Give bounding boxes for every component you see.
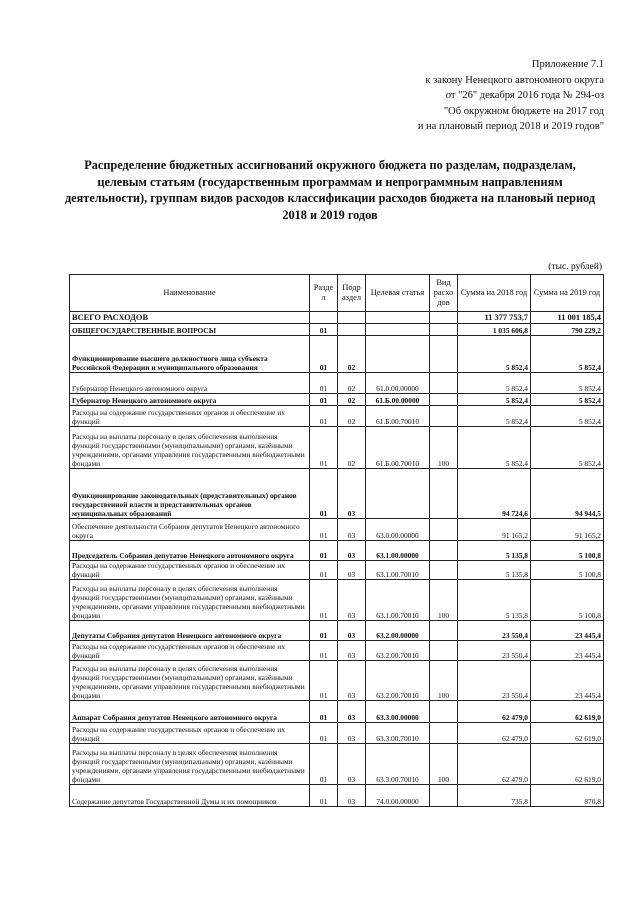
row-target-article: 63.2.00.00000 xyxy=(366,621,430,641)
row-target-article: 61.Б.00.00000 xyxy=(366,394,430,406)
table-row xyxy=(70,701,604,723)
row-expense-type xyxy=(430,641,458,661)
row-section: 01 xyxy=(310,519,338,541)
table-row xyxy=(70,469,604,519)
row-sum-2018: 1 035 606,8 xyxy=(458,324,531,336)
table-row xyxy=(70,394,604,406)
row-name: Губернатор Ненецкого автономного округа xyxy=(70,373,310,394)
row-section: 01 xyxy=(310,394,338,406)
row-target-article: 63.1.00.70010 xyxy=(366,561,430,580)
table-row xyxy=(70,373,604,394)
table-row xyxy=(70,661,604,701)
row-target-article xyxy=(366,336,430,373)
row-sum-2019: 5 100,8 xyxy=(531,541,604,561)
row-sum-2018: 94 724,6 xyxy=(458,469,531,519)
row-subsection xyxy=(338,324,366,336)
row-sum-2019: 62 619,0 xyxy=(531,723,604,744)
row-name: Расходы на содержание государственных органов и обеспечение их функций xyxy=(70,723,310,744)
row-section: 01 xyxy=(310,785,338,807)
row-expense-type xyxy=(430,785,458,807)
header-line-5: и на плановый период 2018 и 2019 годов" xyxy=(417,121,604,133)
row-sum-2019: 790 229,2 xyxy=(531,324,604,336)
col-header-section: Разде л xyxy=(310,275,338,312)
row-section: 01 xyxy=(310,621,338,641)
row-sum-2018: 62 479,0 xyxy=(458,744,531,785)
appendix-header xyxy=(418,57,604,135)
row-expense-type xyxy=(430,701,458,723)
row-section: 01 xyxy=(310,723,338,744)
row-subsection: 03 xyxy=(338,785,366,807)
row-sum-2018: 62 479,0 xyxy=(458,723,531,744)
table-row xyxy=(70,541,604,561)
col-header-expense-type: Вид расхо дов xyxy=(430,275,458,312)
row-name: Обеспечение деятельности Собрания депутатов Ненецкого автономного округа xyxy=(70,519,310,541)
row-expense-type xyxy=(430,469,458,519)
header-line-4: "Об окружном бюджете на 2017 год xyxy=(443,105,604,117)
row-sum-2019: 62 619,0 xyxy=(531,744,604,785)
row-expense-type: 100 xyxy=(430,580,458,621)
row-section: 01 xyxy=(310,561,338,580)
row-target-article: 61.Б.00.70010 xyxy=(366,427,430,469)
row-expense-type: 100 xyxy=(430,427,458,469)
row-expense-type xyxy=(430,541,458,561)
row-section: 01 xyxy=(310,744,338,785)
row-target-article: 63.2.00.70010 xyxy=(366,641,430,661)
row-subsection: 03 xyxy=(338,469,366,519)
row-name: Аппарат Собрания депутатов Ненецкого автономного округа xyxy=(70,701,310,723)
row-sum-2019: 5 852,4 xyxy=(531,427,604,469)
table-header-row xyxy=(70,275,604,312)
row-subsection: 02 xyxy=(338,373,366,394)
row-subsection: 03 xyxy=(338,580,366,621)
row-section: 01 xyxy=(310,427,338,469)
table-row xyxy=(70,785,604,807)
row-expense-type xyxy=(430,406,458,427)
row-name: Содержание депутатов Государственной Думы и их помощников xyxy=(70,785,310,807)
row-sum-2018: 62 479,0 xyxy=(458,701,531,723)
row-target-article: 63.2.00.70010 xyxy=(366,661,430,701)
table-row xyxy=(70,427,604,469)
table-row xyxy=(70,580,604,621)
row-expense-type xyxy=(430,394,458,406)
row-name: Расходы на выплаты персоналу в целях обеспечения выполнения функций государственными (муниципальными) органами, казёнными учреждениями, органами управления государственными внебюджетными фондами xyxy=(70,427,310,469)
row-sum-2018: 5 852,4 xyxy=(458,373,531,394)
row-subsection: 03 xyxy=(338,701,366,723)
row-section: 01 xyxy=(310,469,338,519)
row-subsection: 03 xyxy=(338,744,366,785)
col-header-name: Наименование xyxy=(70,275,310,312)
row-subsection: 03 xyxy=(338,661,366,701)
row-target-article: 74.0.00.00000 xyxy=(366,785,430,807)
row-target-article xyxy=(366,324,430,336)
row-sum-2019: 5 852,4 xyxy=(531,373,604,394)
row-expense-type: 100 xyxy=(430,744,458,785)
row-subsection: 03 xyxy=(338,561,366,580)
row-sum-2019: 870,8 xyxy=(531,785,604,807)
row-sum-2019: 11 001 185,4 xyxy=(531,312,604,324)
row-sum-2018: 5 135,8 xyxy=(458,561,531,580)
row-name: ОБЩЕГОСУДАРСТВЕННЫЕ ВОПРОСЫ xyxy=(70,324,310,336)
header-line-2: к закону Ненецкого автономного округа xyxy=(425,74,604,86)
row-name: Расходы на содержание государственных органов и обеспечение их функций xyxy=(70,641,310,661)
row-sum-2019: 5 100,8 xyxy=(531,561,604,580)
row-name: Председатель Собрания депутатов Ненецкого автономного округа xyxy=(70,541,310,561)
table-row xyxy=(70,641,604,661)
row-sum-2018: 11 377 753,7 xyxy=(458,312,531,324)
row-sum-2018: 5 852,4 xyxy=(458,394,531,406)
row-sum-2018: 5 135,8 xyxy=(458,541,531,561)
row-target-article: 63.0.00.00000 xyxy=(366,519,430,541)
row-sum-2019: 5 100,8 xyxy=(531,580,604,621)
row-sum-2019: 23 445,4 xyxy=(531,641,604,661)
budget-table xyxy=(69,274,604,807)
row-target-article: 61.Б.00.70010 xyxy=(366,406,430,427)
row-section: 01 xyxy=(310,336,338,373)
table-row xyxy=(70,406,604,427)
table-row xyxy=(70,723,604,744)
table-body xyxy=(70,312,604,807)
row-expense-type: 100 xyxy=(430,661,458,701)
row-sum-2018: 23 550,4 xyxy=(458,661,531,701)
header-line-1: Приложение 7.1 xyxy=(531,59,604,70)
table-row xyxy=(70,621,604,641)
row-target-article xyxy=(366,312,430,324)
row-subsection: 03 xyxy=(338,723,366,744)
row-section xyxy=(310,312,338,324)
row-target-article: 61.0.00.00000 xyxy=(366,373,430,394)
row-name: Расходы на выплаты персоналу в целях обеспечения выполнения функций государственными (муниципальными) органами, казёнными учреждениями, органами управления государственными внебюджетными фондами xyxy=(70,580,310,621)
row-subsection: 03 xyxy=(338,641,366,661)
col-header-sum-2019: Сумма на 2019 год xyxy=(531,275,604,312)
row-section: 01 xyxy=(310,580,338,621)
row-section: 01 xyxy=(310,324,338,336)
row-sum-2018: 5 852,4 xyxy=(458,406,531,427)
document-title: Распределение бюджетных ассигнований окружного бюджета по разделам, подразделам, целевым статьям (государственным программам и непрограммным направлениям деятельности), группам видов расходов классификации расходов бюджета на плановый период 2018 и 2019 годов xyxy=(64,158,596,222)
row-name: Расходы на выплаты персоналу в целях обеспечения выполнения функций государственными (муниципальными) органами, казёнными учреждениями, органами управления государственными внебюджетными фондами xyxy=(70,744,310,785)
row-section: 01 xyxy=(310,373,338,394)
row-expense-type xyxy=(430,336,458,373)
row-sum-2019: 23 445,4 xyxy=(531,621,604,641)
row-expense-type xyxy=(430,324,458,336)
col-header-subsection: Подр аздел xyxy=(338,275,366,312)
row-sum-2018: 23 550,4 xyxy=(458,641,531,661)
units-label: (тыс. рублей) xyxy=(548,262,602,272)
row-target-article: 63.1.00.00000 xyxy=(366,541,430,561)
row-target-article: 63.3.00.70010 xyxy=(366,744,430,785)
row-expense-type xyxy=(430,723,458,744)
table-row xyxy=(70,519,604,541)
row-sum-2018: 5 135,8 xyxy=(458,580,531,621)
row-sum-2019: 62 619,0 xyxy=(531,701,604,723)
row-name: Расходы на содержание государственных органов и обеспечение их функций xyxy=(70,561,310,580)
row-name: Расходы на выплаты персоналу в целях обеспечения выполнения функций государственными (муниципальными) органами, казёнными учреждениями, органами управления государственными внебюджетными фондами xyxy=(70,661,310,701)
row-section: 01 xyxy=(310,406,338,427)
table-row xyxy=(70,744,604,785)
row-sum-2018: 735,8 xyxy=(458,785,531,807)
row-target-article: 63.1.00.70010 xyxy=(366,580,430,621)
row-subsection: 02 xyxy=(338,427,366,469)
row-expense-type xyxy=(430,561,458,580)
row-name: Функционирование высшего должностного лица субъекта Российской Федерации и муниципального образования xyxy=(70,336,310,373)
col-header-sum-2018: Сумма на 2018 год xyxy=(458,275,531,312)
table-row xyxy=(70,312,604,324)
row-sum-2019: 23 445,4 xyxy=(531,661,604,701)
row-sum-2019: 5 852,4 xyxy=(531,336,604,373)
row-subsection: 02 xyxy=(338,406,366,427)
row-section: 01 xyxy=(310,661,338,701)
row-sum-2018: 5 852,4 xyxy=(458,336,531,373)
row-target-article: 63.3.00.00000 xyxy=(366,701,430,723)
row-expense-type xyxy=(430,373,458,394)
row-expense-type xyxy=(430,312,458,324)
header-line-3: от "26" декабря 2016 года № 294-оз xyxy=(445,90,604,102)
table-row xyxy=(70,324,604,336)
row-subsection: 03 xyxy=(338,541,366,561)
row-target-article: 63.3.00.70010 xyxy=(366,723,430,744)
row-sum-2019: 5 852,4 xyxy=(531,406,604,427)
row-name: Расходы на содержание государственных органов и обеспечение их функций xyxy=(70,406,310,427)
row-section: 01 xyxy=(310,701,338,723)
row-subsection: 02 xyxy=(338,336,366,373)
table-row xyxy=(70,561,604,580)
row-name: Депутаты Собрания депутатов Ненецкого автономного округа xyxy=(70,621,310,641)
row-subsection: 02 xyxy=(338,394,366,406)
row-sum-2019: 5 852,4 xyxy=(531,394,604,406)
row-target-article xyxy=(366,469,430,519)
col-header-target-article: Целевая статья xyxy=(366,275,430,312)
row-subsection xyxy=(338,312,366,324)
row-sum-2018: 5 852,4 xyxy=(458,427,531,469)
row-name: Губернатор Ненецкого автономного округа xyxy=(70,394,310,406)
row-name: ВСЕГО РАСХОДОВ xyxy=(70,312,310,324)
row-section: 01 xyxy=(310,541,338,561)
row-name: Функционирование законодательных (представительных) органов государственной власти и представительных органов муниципальных образований xyxy=(70,469,310,519)
row-expense-type xyxy=(430,621,458,641)
row-sum-2018: 23 550,4 xyxy=(458,621,531,641)
table-row xyxy=(70,336,604,373)
row-sum-2019: 91 165,2 xyxy=(531,519,604,541)
row-sum-2019: 94 944,5 xyxy=(531,469,604,519)
row-expense-type xyxy=(430,519,458,541)
row-section: 01 xyxy=(310,641,338,661)
row-sum-2018: 91 165,2 xyxy=(458,519,531,541)
row-subsection: 03 xyxy=(338,519,366,541)
row-subsection: 03 xyxy=(338,621,366,641)
